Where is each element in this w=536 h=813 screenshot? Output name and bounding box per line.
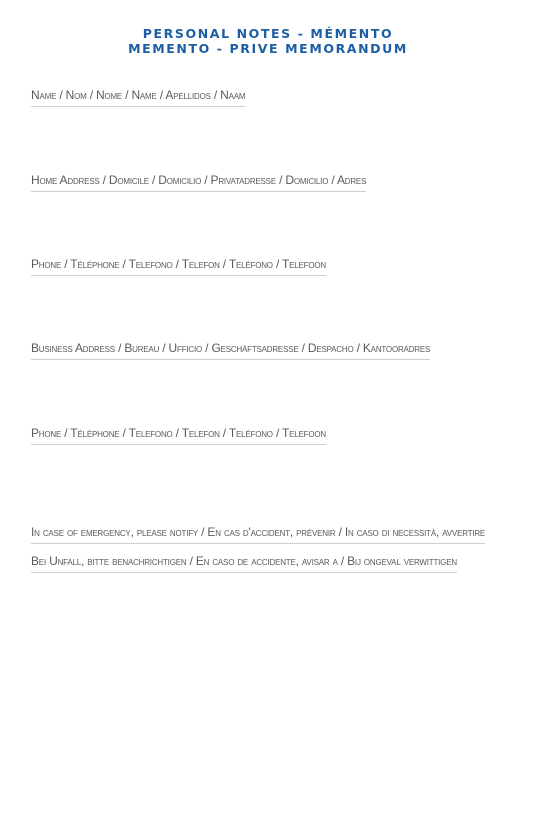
business-phone-field-label[interactable]: Phone / Téléphone / Telefono / Telefon / Teléfono / Telefoon [31,426,326,445]
business-address-field-label[interactable]: Business Address / Bureau / Ufficio / Geschäftsadresse / Despacho / Kantooradres [31,341,430,360]
page-title [0,26,536,56]
name-field-label[interactable]: Name / Nom / Nome / Name / Apellidos / Naam [31,88,245,107]
home-phone-field-label[interactable]: Phone / Téléphone / Telefono / Telefon / Teléfono / Telefoon [31,257,326,276]
title-line-1: PERSONAL NOTES - MÉMENTO [142,26,394,41]
home-address-field-label[interactable]: Home Address / Domicile / Domicilio / Privatadresse / Domicilio / Adres [31,173,366,192]
emergency-contact-label-1[interactable]: In case of emergency, please notify / En cas d'accident, prévenir / In caso di necessità, avvertire [31,525,485,544]
emergency-contact-label-2[interactable]: Bei Unfall, bitte benachrichtigen / En caso de accidente, avisar a / Bij ongeval verwittigen [31,554,457,573]
title-line-2: MEMENTO - PRIVE MEMORANDUM [128,41,408,56]
